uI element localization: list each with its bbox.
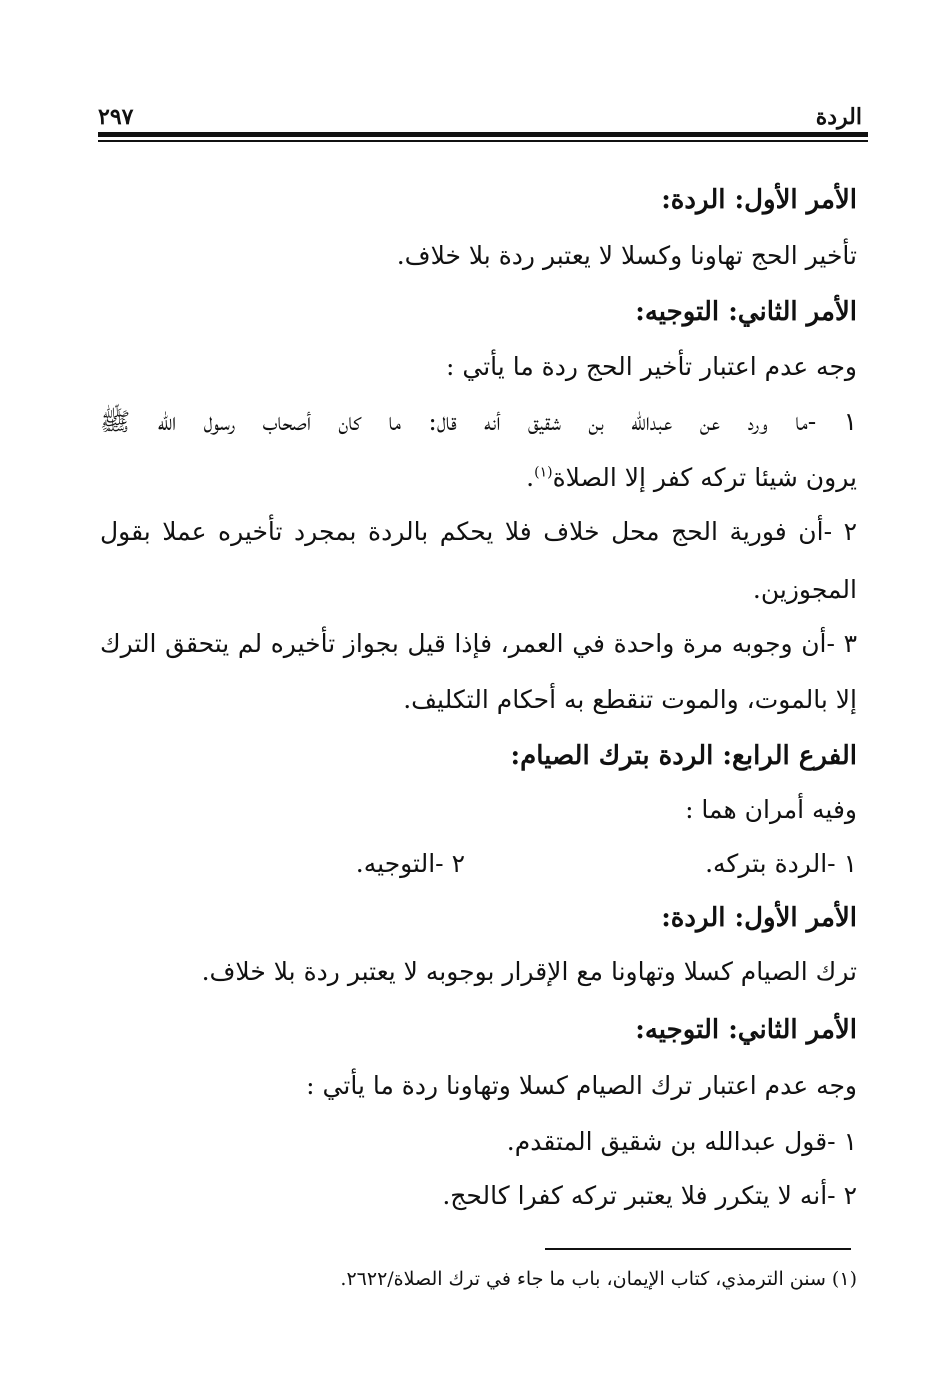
item-1-period: .: [526, 463, 535, 492]
item-1-text: يرون شيئا تركه كفر إلا الصلاة: [552, 463, 857, 492]
footnote-reference: (١): [534, 464, 553, 481]
heading-second-matter-fasting: الأمر الثاني: التوجيه:: [635, 1015, 857, 1045]
header-rule-thin: [98, 140, 868, 142]
item-2-line-2: المجوزين.: [752, 575, 857, 604]
heading-first-matter-fasting: الأمر الأول: الردة:: [661, 903, 857, 933]
item-1-line-2: [526, 458, 857, 498]
heading-second-matter: الأمر الثاني: التوجيه:: [635, 297, 857, 327]
paragraph-reasoning-intro: وجه عدم اعتبار تأخير الحج ردة ما يأتي :: [446, 352, 857, 381]
chapter-title: الردة: [815, 104, 862, 130]
footnote-text: (١) سنن الترمذي، كتاب الإيمان، باب ما جاء في ترك الصلاة/٢٦٢٢.: [340, 1268, 857, 1290]
paragraph-two-matters: وفيه أمران هما :: [685, 795, 857, 824]
paragraph-fasting-ruling: ترك الصيام كسلا وتهاونا مع الإقرار بوجوبه لا يعتبر ردة بلا خلاف.: [201, 957, 857, 986]
item-fasting-1: ١ -قول عبدالله بن شقيق المتقدم.: [506, 1127, 857, 1156]
paragraph-fasting-reasoning: وجه عدم اعتبار ترك الصيام كسلا وتهاونا ردة ما يأتي :: [306, 1071, 857, 1100]
running-header: [98, 100, 868, 130]
item-fasting-2: ٢ -أنه لا يتكرر فلا يعتبر تركه كفرا كالحج.: [442, 1181, 857, 1210]
item-3-line-2: إلا بالموت، والموت تنقطع به أحكام التكليف.: [403, 685, 857, 714]
footnote-separator: [545, 1248, 851, 1250]
page-number: ٢٩٧: [98, 104, 134, 130]
item-1-line-1: ١ -ما ورد عن عبدالله بن شقيق أنه قال: ما كان أصحاب رسول الله ﷺ: [100, 407, 857, 436]
list-item-guidance: ٢ -التوجيه.: [355, 849, 465, 878]
item-2-line-1: ٢ -أن فورية الحج محل خلاف فلا يحكم بالردة بمجرد تأخيره عملا بقول: [100, 517, 857, 546]
header-rule-thick: [98, 132, 868, 137]
paragraph-ruling: تأخير الحج تهاونا وكسلا لا يعتبر ردة بلا خلاف.: [396, 241, 857, 270]
heading-first-matter: الأمر الأول: الردة:: [661, 185, 857, 215]
list-item-apostasy: ١ -الردة بتركه.: [705, 849, 857, 878]
item-3-line-1: ٣ -أن وجوبه مرة واحدة في العمر، فإذا قيل بجواز تأخيره لم يتحقق الترك: [100, 629, 857, 658]
heading-fourth-branch: الفرع الرابع: الردة بترك الصيام:: [510, 741, 857, 771]
